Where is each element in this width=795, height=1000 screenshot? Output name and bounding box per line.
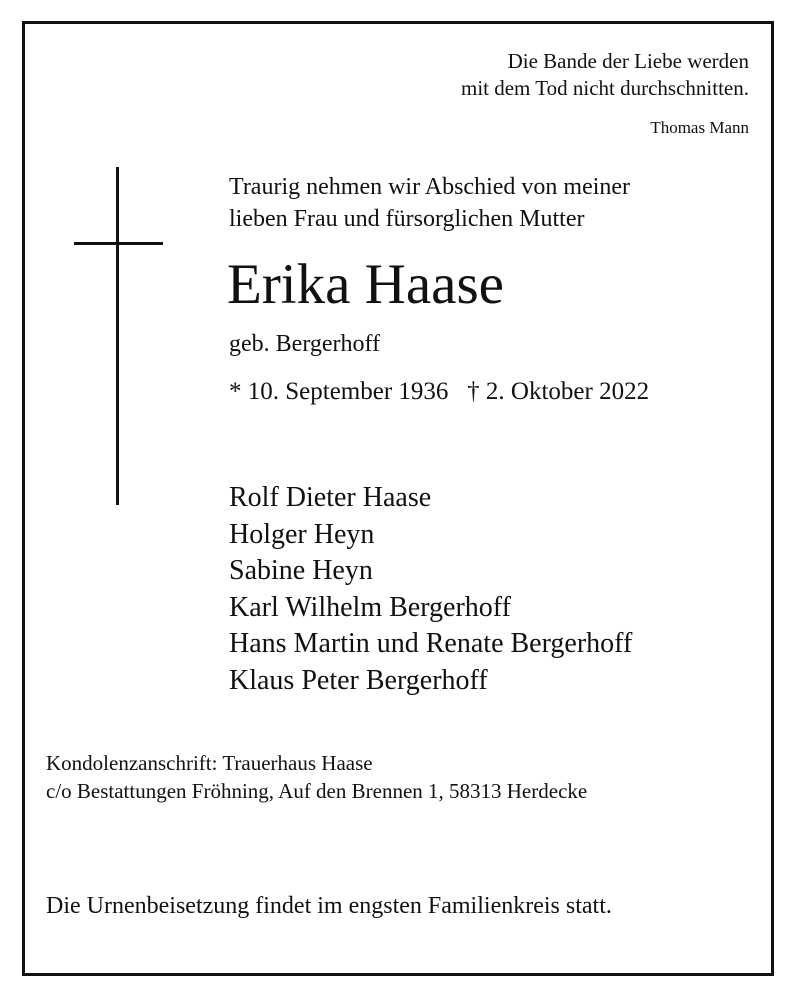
cross-icon-bar <box>74 242 163 245</box>
mourner-name: Sabine Heyn <box>229 555 373 586</box>
mourner-name: Hans Martin und Renate Bergerhoff <box>229 628 633 659</box>
mourner-name: Holger Heyn <box>229 518 375 550</box>
quote-line: mit dem Tod nicht durchschnitten. <box>460 76 749 100</box>
condolence-address <box>46 749 587 805</box>
address-line: Kondolenzanschrift: Trauerhaus Haase <box>46 751 373 775</box>
mourners-list <box>229 480 632 699</box>
mourner-name: Karl Wilhelm Bergerhoff <box>229 591 511 623</box>
cross-icon <box>116 167 119 505</box>
intro-line: lieben Frau und fürsorglichen Mutter <box>229 206 585 232</box>
life-dates: * 10. September 1936 † 2. Oktober 2022 <box>229 378 650 405</box>
deceased-name: Erika Haase <box>227 253 504 316</box>
mourner-name: Rolf Dieter Haase <box>229 482 432 513</box>
quote-author: Thomas Mann <box>650 118 749 137</box>
address-line: c/o Bestattungen Fröhning, Auf den Brennen 1, 58313 Herdecke <box>46 779 588 803</box>
intro-text <box>229 171 630 235</box>
maiden-name: geb. Bergerhoff <box>229 331 381 357</box>
mourner-name: Klaus Peter Bergerhoff <box>229 664 488 696</box>
intro-line: Traurig nehmen wir Abschied von meiner <box>229 174 631 200</box>
quote-line: Die Bande der Liebe werden <box>507 49 749 73</box>
epigraph-quote <box>461 48 749 102</box>
burial-note: Die Urnenbeisetzung findet im engsten Familienkreis statt. <box>46 893 612 919</box>
